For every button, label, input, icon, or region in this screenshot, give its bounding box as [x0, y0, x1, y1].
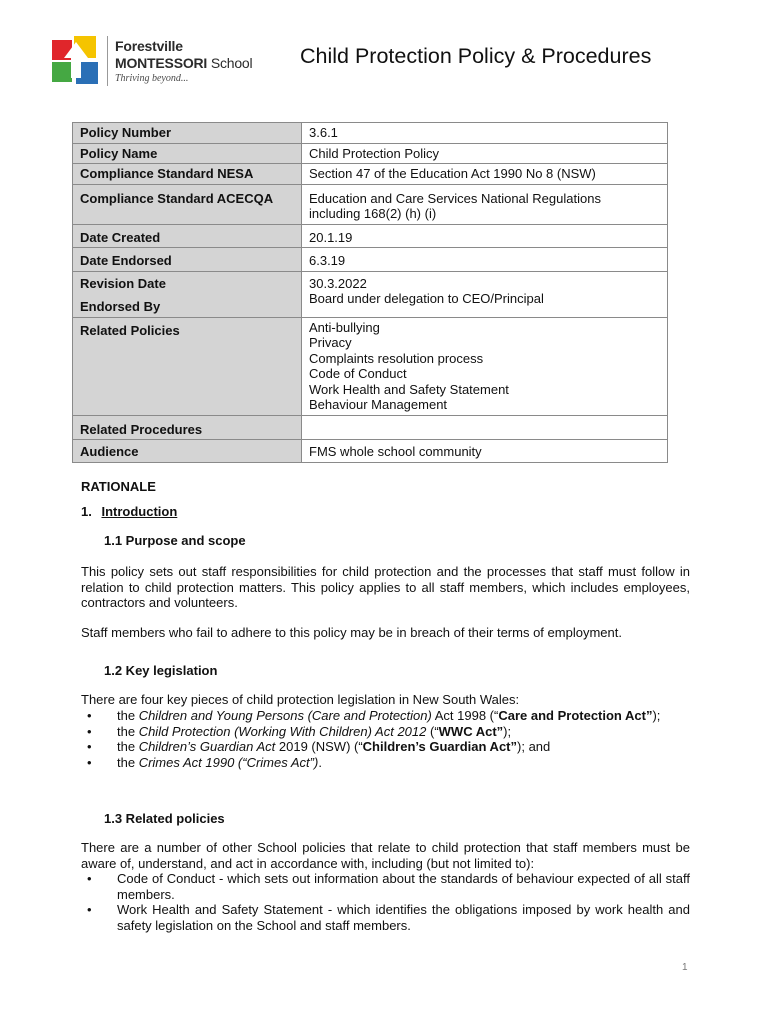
logo-name-line1: Forestville [115, 38, 183, 54]
act-name: Child Protection (Working With Children) Act 2012 [138, 723, 427, 739]
purpose-paragraph: This policy sets out staff responsibilities for child protection and the processes that staff must follow in relation to child protection matters. This policy applies to all staff members, which includes employees, contractors and volunteers. [81, 564, 690, 610]
text-run: (“ [426, 723, 439, 739]
bullet-icon: • [87, 902, 92, 917]
logo-name-rest: School [207, 55, 253, 71]
row-value: 3.6.1 [302, 123, 668, 144]
row-value: Child Protection Policy [302, 143, 668, 164]
subsection-1-2-heading: 1.2 Key legislation [104, 663, 218, 678]
row-label: Related Procedures [73, 415, 302, 440]
legislation-list [81, 708, 690, 770]
table-row [73, 415, 668, 440]
breach-paragraph: Staff members who fail to adhere to this policy may be in breach of their terms of employment. [81, 625, 622, 640]
subsection-1-1-heading: 1.1 Purpose and scope [104, 533, 246, 548]
text-run: 2019 (NSW) (“ [275, 739, 363, 754]
row-label: Policy Number [73, 123, 302, 144]
act-name: Children’s Guardian Act [138, 739, 276, 754]
table-row [73, 317, 668, 415]
text-run: Act 1998 (“ [431, 708, 499, 723]
row-label: Compliance Standard ACECQA [73, 184, 302, 224]
text-run: ); [503, 723, 512, 739]
logo-name-bold: MONTESSORI [115, 55, 208, 71]
list-item-text: Code of Conduct - which sets out information about the standards of behaviour expected of all staff members. [117, 871, 690, 902]
table-row [73, 143, 668, 164]
logo-divider [107, 36, 108, 86]
legislation-intro: There are four key pieces of child protection legislation in New South Wales: [81, 692, 520, 707]
section-number: 1. [81, 504, 92, 519]
list-item-text: Work Health and Safety Statement - which identifies the obligations imposed by work health and safety legislation on the School and staff members. [117, 902, 690, 933]
list-item: Privacy [309, 335, 352, 350]
act-name: Children and Young Persons (Care and Protection) [138, 708, 432, 723]
text-run: the [117, 708, 139, 723]
row-label: Date Endorsed [73, 248, 302, 272]
row-label: Compliance Standard NESA [73, 164, 302, 185]
list-item [81, 724, 690, 740]
section-1-heading [81, 504, 177, 519]
list-item: Work Health and Safety Statement [309, 381, 509, 397]
row-value [302, 317, 668, 415]
row-label: Date Created [73, 224, 302, 248]
row-label: Audience [73, 440, 302, 463]
table-row [73, 184, 668, 224]
table-row [73, 164, 668, 185]
act-short-name: Care and Protection Act” [498, 708, 653, 723]
policy-details-table [72, 122, 668, 463]
list-item: Code of Conduct [309, 366, 407, 381]
row-value [302, 184, 668, 224]
row-value [302, 415, 668, 440]
row-value: Section 47 of the Education Act 1990 No 8 (NSW) [302, 164, 668, 185]
label-endorsed-by: Endorsed By [80, 299, 161, 314]
related-policies-list [81, 871, 690, 933]
text-run: the [117, 754, 139, 770]
act-short-name: Children’s Guardian Act” [362, 739, 518, 754]
table-row [73, 248, 668, 272]
value-endorsed-by: Board under delegation to CEO/Principal [309, 291, 544, 306]
table-row [73, 440, 668, 463]
related-policies-intro: There are a number of other School policies that relate to child protection that staff members must be aware of, understand, and act in accordance with, including (but not limited to): [81, 840, 690, 871]
page-number: 1 [682, 962, 688, 973]
bullet-icon: • [87, 723, 92, 739]
bullet-icon: • [87, 754, 92, 770]
list-item [81, 708, 690, 724]
logo-name-line2 [115, 55, 252, 71]
school-logo-icon [52, 36, 100, 84]
subsection-1-3-heading: 1.3 Related policies [104, 811, 225, 826]
label-revision-date: Revision Date [80, 275, 166, 291]
table-row [73, 224, 668, 248]
list-item: Complaints resolution process [309, 350, 484, 366]
text-run: . [318, 754, 322, 770]
table-row [73, 271, 668, 317]
section-title: Introduction [101, 504, 178, 519]
act-name: Crimes Act 1990 (“Crimes Act”) [138, 754, 319, 770]
row-value: 6.3.19 [302, 248, 668, 272]
list-item [81, 902, 690, 933]
text-run: the [117, 739, 139, 754]
bullet-icon: • [87, 708, 92, 723]
row-label: Policy Name [73, 143, 302, 164]
list-item [81, 871, 690, 902]
row-value: FMS whole school community [302, 440, 668, 463]
act-short-name: WWC Act” [438, 723, 504, 739]
list-item: Behaviour Management [309, 397, 448, 412]
value-line: including 168(2) (h) (i) [309, 206, 437, 221]
bullet-icon: • [87, 871, 92, 886]
bullet-icon: • [87, 739, 92, 754]
text-run: ); [652, 708, 661, 723]
value-line: Education and Care Services National Regulations [309, 190, 601, 206]
table-row [73, 123, 668, 144]
row-label [73, 271, 302, 317]
logo-tagline: Thriving beyond... [115, 73, 189, 84]
list-item [81, 739, 690, 755]
text-run: the [117, 723, 139, 739]
document-title: Child Protection Policy & Procedures [300, 44, 652, 68]
row-value: 20.1.19 [302, 224, 668, 248]
text-run: ); and [517, 739, 551, 754]
list-item [81, 755, 690, 771]
value-revision-date: 30.3.2022 [309, 275, 367, 291]
row-label: Related Policies [73, 317, 302, 415]
rationale-heading: RATIONALE [81, 479, 156, 494]
list-item: Anti-bullying [309, 319, 380, 335]
row-value [302, 271, 668, 317]
